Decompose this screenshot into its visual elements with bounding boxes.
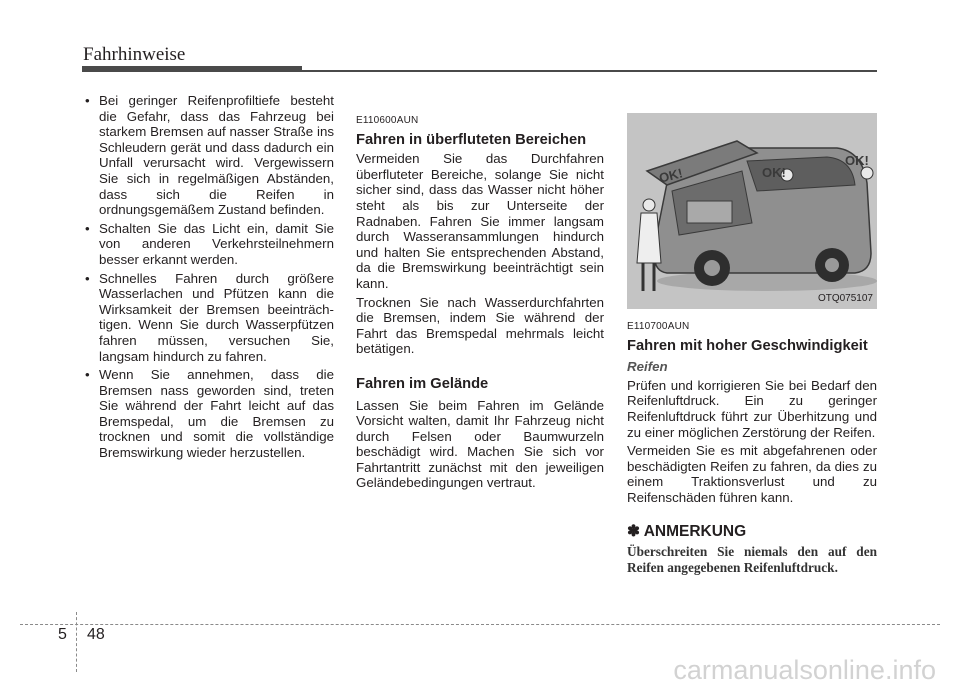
section-heading: Fahren in überfluteten Bereichen [356,131,587,148]
section-heading: Fahren mit hoher Geschwindigkeit [627,337,868,354]
van-illustration [627,113,877,309]
note-title: ✽ ANMERKUNG [627,522,747,540]
section-code: E110700AUN [627,321,690,332]
bullet-item: • Wenn Sie annehmen, dass die Bremsen nass geworden sind, treten Sie während der Fahrt leicht auf das Bremspedal, um die Bremsen zu trocknen und somit die vollständige Bremswirkung wieder herzustellen. [82,367,334,461]
paragraph: Lassen Sie beim Fahren im Gelände Vorsicht walten, damit Ihr Fahrzeug nicht durch Felsen oder Baumwurzeln beschädigt wird. Machen Sie sich vor Fahrtantritt zunächst mit den jeweiligen Geländebedingungen vertraut. [356,397,604,491]
illustration-figure [627,113,877,309]
section-code: E110600AUN [356,115,419,126]
ok-label: OK! [845,153,869,168]
bullet-item: • Schalten Sie das Licht ein, damit Sie von anderen Verkehrsteilnehmern besser erkannt werden. [82,221,334,268]
paragraph: Vermeiden Sie das Durchfahren überfluteter Bereiche, solange Sie nicht sicher sind, dass das Wasser nicht höher steht als bis zur Unterseite der Radnaben. Fahren Sie immer langsam durch Wasseransammlungen hindurch und halten Sie entsprechenden Abstand, da die Bremswirkung beeinträchtigt sein kann. [356,151,604,291]
column-left [82,93,334,464]
column-middle [356,93,604,494]
watermark: carmanualsonline.info [673,655,936,685]
page-number: 48 [87,626,105,643]
section-heading: Fahren im Gelände [356,375,489,392]
ok-label: OK! [657,165,685,186]
bullet-item: • Schnelles Fahren durch größere Wasserlachen und Pfützen kann die Wirksamkeit der Bremsen beeinträch-tigen. Wenn Sie durch Wasserpfützen fahren müssen, versuchen Sie, langsam hindurch zu fahren. [82,271,334,365]
bullet-list [82,93,334,461]
header-bar [82,66,302,72]
section-number: 5 [58,626,67,643]
footer-divider [76,612,77,672]
note-text: Überschreiten Sie niemals den auf den Reifen angegebenen Reifenluftdruck. [627,544,877,576]
bullet-item: • Bei geringer Reifenprofiltiefe besteht die Gefahr, dass das Fahrzeug bei starkem Bremsen auf nasser Straße ins Schleudern gerät und dass dadurch ein Unfall verursacht wird. Vergewissern Sie sich in regelmäßigen Abständen, dass sich die Reifen in ordnungsgemäßem Zustand befinden. [82,93,334,218]
sub-heading: Reifen [627,359,668,375]
column-right [627,93,877,576]
ok-label: OK! [762,165,786,180]
paragraph: Prüfen und korrigieren Sie bei Bedarf den Reifenluftdruck. Ein zu geringer Reifenluftdruck führt zur Überhitzung und zu einer möglichen Zerstörung der Reifen. [627,377,877,440]
header-rule [302,70,877,72]
paragraph: Trocknen Sie nach Wasserdurchfahrten die Bremsen, indem Sie während der Fahrt das Bremspedal mehrmals leicht betätigen. [356,294,604,357]
figure-code: OTQ075107 [817,293,873,305]
page-header-title: Fahrhinweise [83,44,186,65]
paragraph: Vermeiden Sie es mit abgefahrenen oder beschädigten Reifen zu fahren, da dies zu einem Traktionsverlust und zu Reifenschäden führen kann. [627,443,877,505]
footer-rule [20,624,940,625]
